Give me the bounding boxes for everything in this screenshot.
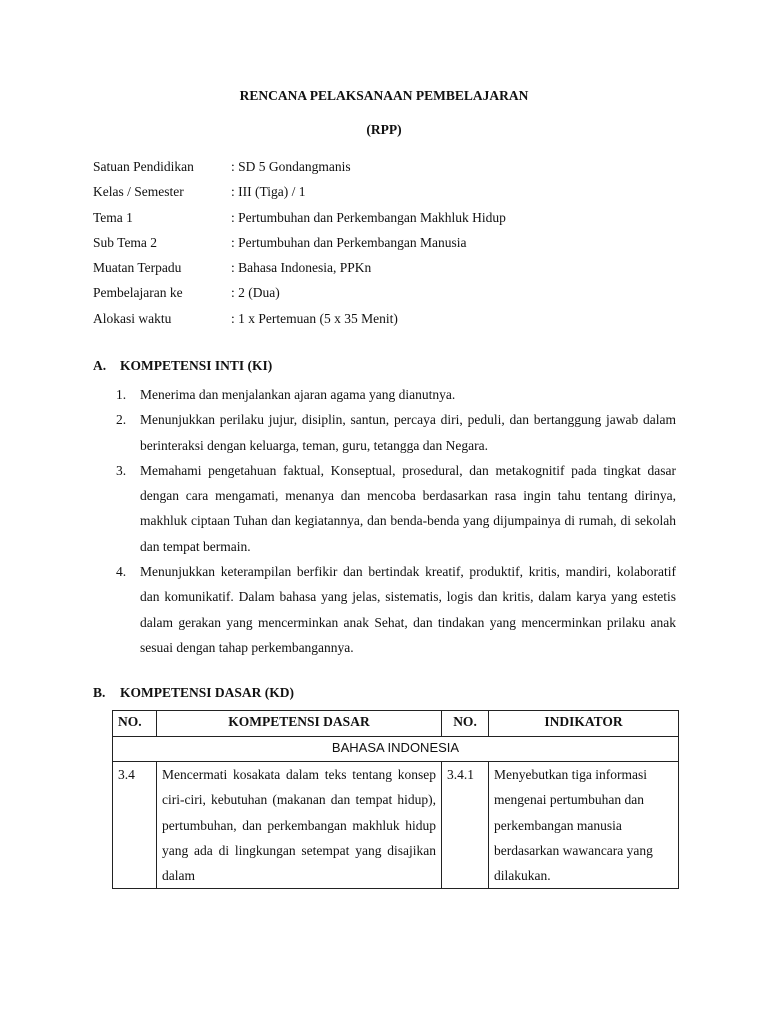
identity-row xyxy=(93,283,506,308)
table-header-row xyxy=(113,711,679,737)
identity-label: Tema 1 xyxy=(93,209,133,225)
list-number: 1. xyxy=(116,387,127,402)
identity-row xyxy=(93,233,506,258)
identity-value: : III (Tiga) / 1 xyxy=(231,184,306,200)
identity-label: Pembelajaran ke xyxy=(93,285,183,301)
list-item xyxy=(116,407,676,458)
identity-label: Muatan Terpadu xyxy=(93,260,182,276)
list-text: Menerima dan menjalankan ajaran agama yang dianutnya. xyxy=(140,387,456,402)
subject-cell: BAHASA INDONESIA xyxy=(113,737,679,762)
identity-value: : SD 5 Gondangmanis xyxy=(231,159,351,174)
identity-label: Alokasi waktu xyxy=(93,310,172,326)
section-b-heading xyxy=(93,685,294,701)
list-number: 3. xyxy=(116,462,127,478)
header-cell-indicator: INDIKATOR xyxy=(489,711,679,737)
section-letter: A. xyxy=(93,358,107,373)
identity-row xyxy=(93,208,506,233)
identity-row xyxy=(93,258,506,283)
indicator-number-cell: 3.4.1 xyxy=(442,762,489,889)
list-text: Menunjukkan keterampilan berfikir dan bertindak kreatif, produktif, kritis, mandiri, kolaboratif dan komunikatif. Dalam bahasa yang jelas, sistematis, logis dan kritis, dalam karya yang estetis dalam gerakan yang mencerminkan anak Sehat, dan tindakan yang mencerminkan prilaku anak sesuai dengan tahap perkembangannya. xyxy=(140,564,676,655)
identity-value: : Pertumbuhan dan Perkembangan Manusia xyxy=(231,234,467,250)
identity-block xyxy=(93,157,506,334)
header-cell-kd-no: NO. xyxy=(113,711,157,737)
title-text: RENCANA PELAKSANAAN PEMBELAJARAN xyxy=(239,88,529,103)
identity-value: : Pertumbuhan dan Perkembangan Makhluk Hidup xyxy=(231,209,506,225)
list-item xyxy=(116,458,676,559)
identity-label: Satuan Pendidikan xyxy=(93,159,194,174)
header-cell-kd: KOMPETENSI DASAR xyxy=(157,711,442,737)
list-number: 4. xyxy=(116,564,127,580)
kd-text-cell: Mencermati kosakata dalam teks tentang konsep ciri-ciri, kebutuhan (makanan dan tempat hidup), pertumbuhan, dan perkembangan makhluk hidup yang ada di lingkungan setempat yang disajikan dalam xyxy=(157,762,442,889)
subject-row xyxy=(113,737,679,762)
section-a-heading xyxy=(93,358,272,374)
document-title xyxy=(0,88,768,104)
kd-table xyxy=(112,710,679,889)
identity-value: : 1 x Pertemuan (5 x 35 Menit) xyxy=(231,310,398,326)
identity-value: : 2 (Dua) xyxy=(231,285,280,301)
list-number: 2. xyxy=(116,412,127,428)
subtitle-text: (RPP) xyxy=(366,122,402,137)
identity-row xyxy=(93,309,506,334)
section-title: KOMPETENSI DASAR (KD) xyxy=(120,685,295,700)
identity-value: : Bahasa Indonesia, PPKn xyxy=(231,260,372,276)
header-cell-ind-no: NO. xyxy=(442,711,489,737)
section-letter: B. xyxy=(93,685,106,700)
document-subtitle xyxy=(0,122,768,138)
indicator-text-cell: Menyebutkan tiga informasi mengenai pertumbuhan dan perkembangan manusia berdasarkan wawancara yang dilakukan. xyxy=(489,762,679,889)
kd-number-cell: 3.4 xyxy=(113,762,157,889)
list-item xyxy=(116,559,676,660)
list-text: Menunjukkan perilaku jujur, disiplin, santun, percaya diri, peduli, dan bertanggung jawab dalam berinteraksi dengan keluarga, teman, guru, tetangga dan Negara. xyxy=(140,412,676,453)
list-item xyxy=(116,382,676,407)
identity-row xyxy=(93,182,506,207)
identity-row xyxy=(93,157,506,182)
identity-label: Sub Tema 2 xyxy=(93,234,158,250)
ki-list xyxy=(116,382,676,660)
list-text: Memahami pengetahuan faktual, Konseptual, prosedural, dan metakognitif pada tingkat dasar dengan cara mengamati, menanya dan mencoba berdasarkan rasa ingin tahu tentang dirinya, makhluk ciptaan Tuhan dan kegiatannya, dan benda-benda yang dijumpainya di rumah, di sekolah dan tempat bermain. xyxy=(140,462,676,554)
identity-label: Kelas / Semester xyxy=(93,184,184,200)
table-row xyxy=(113,762,679,889)
section-title: KOMPETENSI INTI (KI) xyxy=(120,358,273,373)
